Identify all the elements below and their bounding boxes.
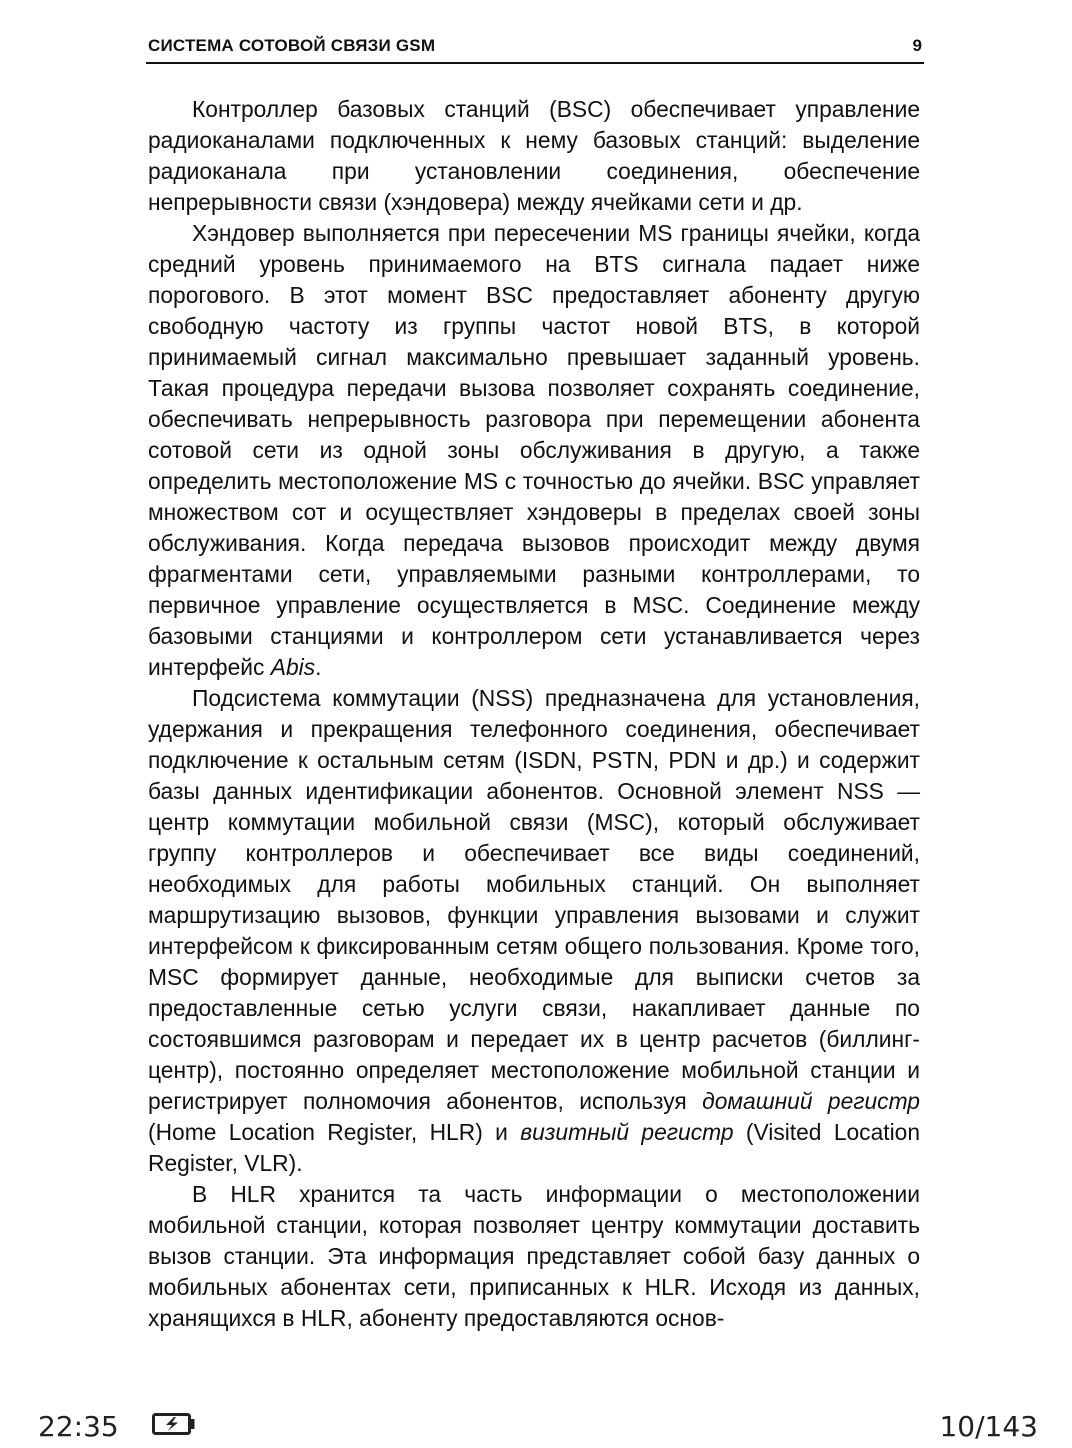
reader-status-bar (0, 1400, 1072, 1448)
italic-term: Abis (270, 654, 316, 680)
paragraph-1 (148, 94, 920, 218)
running-header-title: СИСТЕМА СОТОВОЙ СВЯЗИ GSM (148, 36, 436, 55)
battery-charging-icon (152, 1413, 196, 1435)
running-header-page-number: 9 (912, 36, 922, 55)
text-run: . (315, 654, 322, 680)
paragraph-4 (148, 1179, 920, 1334)
italic-term: домашний регистр (702, 1088, 920, 1114)
text-run: Контроллер базовых станций (BSC) обеспечивает управление радиоканалами подключенных к нему базовых станций: выделение радиоканала при установлении соединения, обеспечение непрерывности связи (хэндовера) между ячейками сети и др. (148, 96, 920, 215)
text-run: Подсистема коммутации (NSS) предназначена для установления, удержания и прекращения телефонного соединения, обеспечивает подключение к остальным сетям (ISDN, PSTN, PDN и др.) и содержит базы данных идентификации абонентов. Основной элемент NSS — центр коммутации мобильной связи (MSC), который обслуживает группу контроллеров и обеспечивает все виды соединений, необходимых для работы мобильных станций. Он выполняет маршрутизацию вызовов, функции управления вызовами и служит интерфейсом к фиксированным сетям общего пользования. Кроме того, MSC формирует данные, необходимые для выписки счетов за предоставленные сетью услуги связи, накапливает данные по состоявшимся разговорам и передает их в центр расчетов (биллинг-центр), постоянно определяет местоположение мобильной станции и регистрирует полномочия абонентов, используя (148, 685, 920, 1114)
paragraph-3 (148, 683, 920, 1179)
text-run: (Visited Location Register, VLR). (148, 1119, 921, 1176)
paragraph-2 (148, 218, 920, 683)
clock-time: 22:35 (38, 1410, 119, 1443)
italic-term: визитный регистр (520, 1119, 734, 1145)
book-page-text[interactable] (148, 94, 920, 1334)
page-header (146, 32, 924, 64)
page-progress-indicator: 10/143 (939, 1410, 1038, 1443)
text-run: (Home Location Register, HLR) и (148, 1119, 521, 1145)
text-run: Хэндовер выполняется при пересечении MS границы ячейки, когда средний уровень принимаемого на BTS сигнала падает ниже порогового. В этот момент BSC предоставляет абоненту другую свободную частоту из группы частот новой BTS, в которой принимаемый сигнал максимально превышает заданный уровень. Такая процедура передачи вызова позволяет сохранять соединение, обеспечивать непрерывность разговора при перемещении абонента сотовой сети из одной зоны обслуживания в другую, а также определить местоположение MS с точностью до ячейки. BSC управляет множеством сот и осуществляет хэндоверы в пределах своей зоны обслуживания. Когда передача вызовов происходит между двумя фрагментами сети, управляемыми разными контроллерами, то первичное управление осуществляется в MSC. Соединение между базовыми станциями и контроллером сети устанавливается через интерфейс (148, 220, 920, 680)
text-run: В HLR хранится та часть информации о местоположении мобильной станции, которая позволяет центру коммутации доставить вызов станции. Эта информация представляет собой базу данных о мобильных абонентах сети, приписанных к HLR. Исходя из данных, хранящихся в HLR, абоненту предоставляются основ- (148, 1181, 920, 1331)
